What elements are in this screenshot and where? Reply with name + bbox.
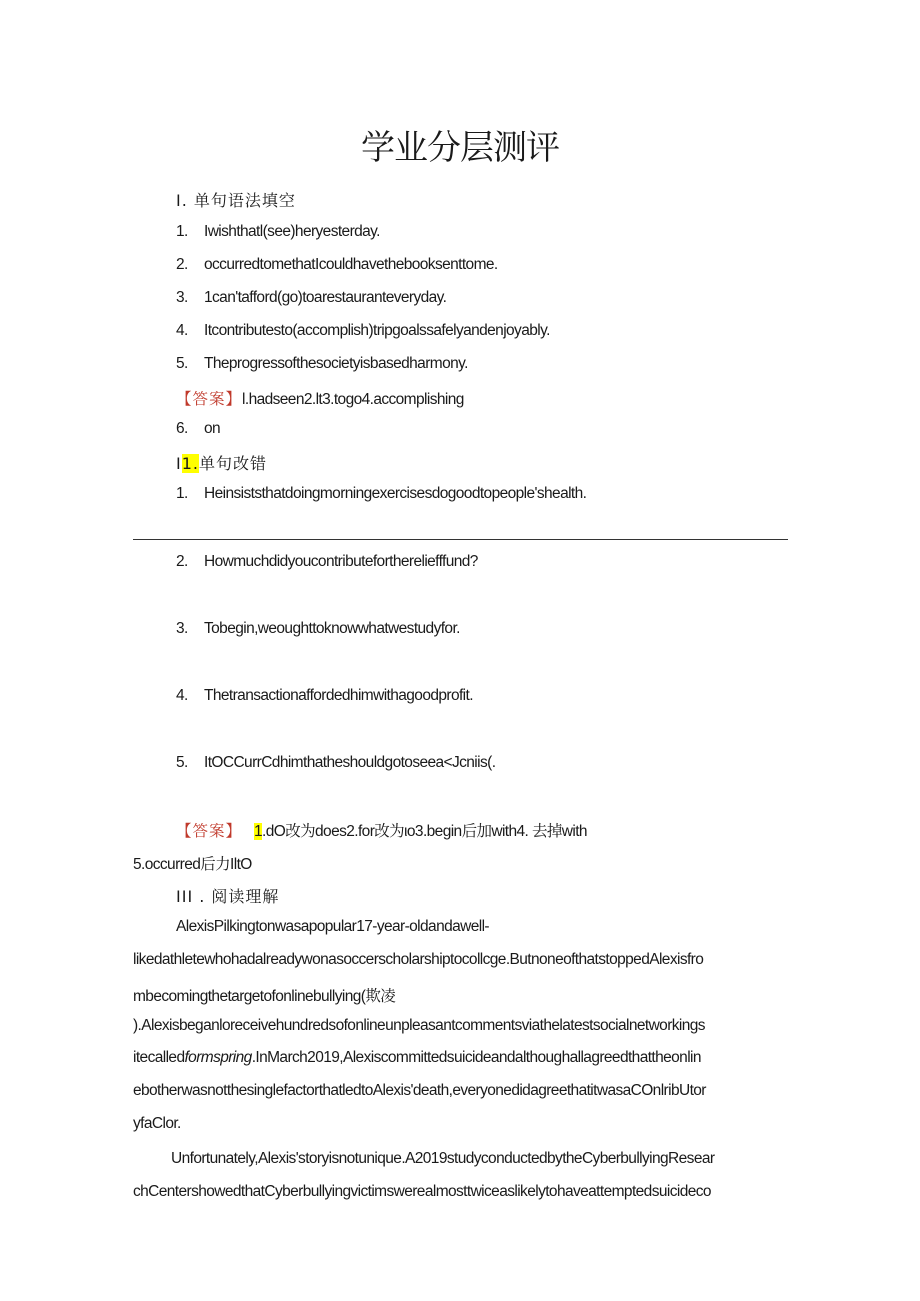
passage-line: mbecomingthetargetofonlinebullying(欺凌 — [133, 988, 396, 1005]
item-number: 5. — [176, 355, 188, 372]
item-number: 6. — [176, 420, 188, 437]
fill-item-4 — [176, 322, 550, 340]
passage-line: AlexisPilkingtonwasapopular17-year-oldandawell- — [176, 918, 489, 935]
answer-block-2-line2: 5.occurred后力IltO — [133, 856, 252, 873]
answer-line-divider — [133, 539, 788, 540]
item-text: 1can'tafford(go)toarestauranteveryday. — [204, 289, 447, 306]
passage-line: ).Alexisbeganloreceivehundredsofonlineunpleasantcommentsviathelatestsocialnetworkings — [133, 1017, 705, 1034]
section-label: 单句改错 — [198, 454, 267, 473]
item-number: 3. — [176, 620, 188, 637]
item-number: 1. — [176, 485, 188, 502]
page-title: 学业分层测评 — [361, 128, 559, 168]
answer-text: l.hadseen2.lt3.togo4.accomplishing — [242, 391, 464, 408]
fill-item-6 — [176, 420, 220, 438]
answer-tag: 【答案】 — [176, 822, 243, 840]
item-text: Howmuchdidyoucontributeforthereliefffund? — [204, 553, 478, 570]
item-number: 2. — [176, 553, 188, 570]
item-text: Itcontributesto(accomplish)tripgoalssafelyandenjoyably. — [204, 322, 550, 339]
item-number: 1. — [176, 223, 188, 240]
passage-text: itecalled — [133, 1049, 185, 1066]
item-number: 3. — [176, 289, 188, 306]
fill-item-2 — [176, 256, 498, 274]
item-number: 4. — [176, 687, 188, 704]
fill-item-5 — [176, 355, 468, 373]
item-number: 2. — [176, 256, 188, 273]
answer-block-2 — [176, 819, 587, 841]
highlighted-number: 1. — [181, 454, 199, 473]
item-text: Thetransactionaffordedhimwithagoodprofit. — [204, 687, 473, 704]
item-text: ItOCCurrCdhimthatheshouldgotoseea<Jcniis(. — [204, 754, 496, 771]
correction-item-4 — [176, 687, 473, 705]
section-heading-reading: III . 阅读理解 — [176, 887, 280, 906]
fill-item-1 — [176, 223, 380, 241]
item-text: Iwishthatl(see)heryesterday. — [204, 223, 380, 240]
item-text: Heinsiststhatdoingmorningexercisesdogoodtopeople'shealth. — [204, 485, 587, 502]
correction-item-5 — [176, 754, 495, 772]
passage-line — [133, 1049, 788, 1067]
site-name: formspring — [184, 1049, 252, 1066]
highlighted-number: 1 — [254, 823, 263, 840]
item-number: 5. — [176, 754, 188, 771]
item-number: 4. — [176, 322, 188, 339]
answer-tag: 【答案】 — [176, 390, 243, 408]
item-text: on — [204, 420, 221, 437]
passage-line: Unfortunately,Alexis'storyisnotunique.A2019studyconductedbytheCyberbullyingResear — [171, 1150, 715, 1167]
answer-text: .dO改为does2.for改为ιo3.begin后加with4. 去掉with — [262, 823, 587, 840]
section-prefix: I — [176, 454, 182, 473]
passage-text: .InMarch2019,Alexiscommittedsuicideandalthoughallagreedthattheonlin — [251, 1049, 701, 1066]
section-heading-error-correction — [176, 451, 267, 474]
passage-line: chCentershowedthatCyberbullyingvictimswerealmosttwiceaslikelytohaveattemptedsuicideco — [133, 1183, 711, 1200]
passage-line: likedathletewhohadalreadywonasoccerscholarshiptocollcge.ButnoneofthatstoppedAlexisfro — [133, 951, 704, 968]
fill-item-3 — [176, 289, 446, 307]
correction-item-1 — [176, 485, 586, 503]
item-text: occurredtomethatIcouldhavethebooksenttome. — [204, 256, 498, 273]
passage-line: yfaClor. — [133, 1115, 181, 1132]
passage-line: ebotherwasnotthesinglefactorthatledtoAlexis'death,everyonedidagreethatitwasaCOnlribUtor — [133, 1082, 706, 1099]
correction-item-3 — [176, 620, 460, 638]
correction-item-2 — [176, 553, 478, 571]
answer-block-1 — [176, 387, 464, 409]
item-text: Theprogressofthesocietyisbasedharmony. — [204, 355, 468, 372]
item-text: Tobegin,weoughttoknowwhatwestudyfor. — [204, 620, 460, 637]
section-heading-grammar-fill: I. 单句语法填空 — [176, 191, 296, 210]
